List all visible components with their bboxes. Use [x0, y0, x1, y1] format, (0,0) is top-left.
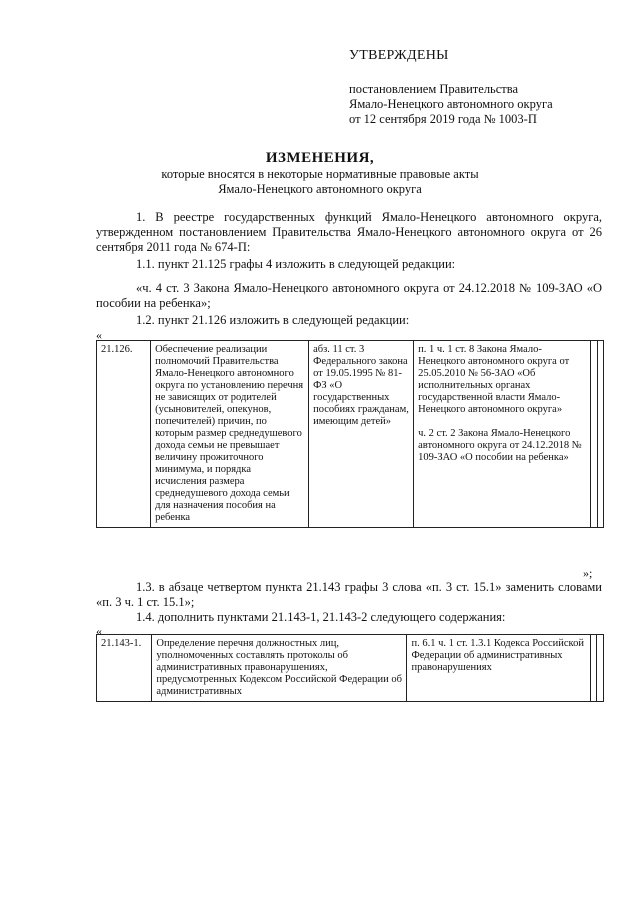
row-number: 21.126.	[97, 341, 151, 528]
approval-line: постановлением Правительства	[349, 82, 519, 96]
regional-law-cell	[414, 341, 591, 528]
paragraph-1-2: 1.2. пункт 21.126 изложить в следующей редакции:	[136, 313, 410, 327]
approval-line: Ямало-Ненецкого автономного округа	[349, 97, 553, 111]
subtitle-line: которые вносятся в некоторые нормативные правовые акты	[161, 167, 479, 181]
quote-open-mark: «	[96, 328, 102, 342]
regional-law-ref: п. 1 ч. 1 ст. 8 Закона Ямало-Ненецкого автономного округа от 25.05.2010 № 56-ЗАО «Об исполнительных органах государственной власти Ямало-Ненецкого автономного округа»	[418, 344, 570, 415]
paragraph-1-1: 1.1. пункт 21.125 графы 4 изложить в следующей редакции:	[136, 257, 456, 271]
paragraph-1: 1. В реестре государственных функций Ямало-Ненецкого автономного округа, утвержденном постановлением Правительства Ямало-Ненецкого автономного округа от 26 сентября 2011 года № 674-П:	[96, 210, 602, 254]
law-reference-cell: п. 6.1 ч. 1 ст. 1.3.1 Кодекса Российской Федерации об административных правонарушениях	[407, 635, 590, 702]
table-21-143-1	[96, 634, 604, 702]
federal-law-cell: абз. 11 ст. 3 Федерального закона от 19.05.1995 № 81-ФЗ «О государственных пособиях гражданам, имеющим детей»	[309, 341, 414, 528]
function-name-cell: Обеспечение реализации полномочий Правительства Ямало-Ненецкого автономного округа по установлению перечня не зависящих от родителей (усыновителей, опекунов, попечителей) причин, по которым размер среднедушевого дохода семьи не превышает величину прожиточного минимума, и порядка исчисления размера среднедушевого дохода семьи для назначения пособия на ребенка	[151, 341, 309, 528]
approval-line: от 12 сентября 2019 года № 1003-П	[349, 112, 537, 126]
document-subtitle	[0, 167, 640, 197]
quote-open-mark-2: «	[96, 624, 102, 638]
quote-close-mark: »;	[583, 566, 593, 580]
empty-cell	[597, 341, 603, 528]
document-title: ИЗМЕНЕНИЯ,	[265, 150, 375, 166]
function-name-cell: Определение перечня должностных лиц, уполномоченных составлять протоколы об административных правонарушениях, предусмотренных Кодексом Российской Федерации об административных	[152, 635, 407, 702]
approved-label: УТВЕРЖДЕНЫ	[349, 48, 449, 63]
empty-cell	[597, 635, 604, 702]
regional-law-ref: ч. 2 ст. 2 Закона Ямало-Ненецкого автономного округа от 24.12.2018 № 109-ЗАО «О пособии на ребенка»	[418, 428, 582, 463]
row-number: 21.143-1.	[97, 635, 152, 702]
paragraph-1-1-quote: «ч. 4 ст. 3 Закона Ямало-Ненецкого автономного округа от 24.12.2018 № 109-ЗАО «О пособии на ребенка»;	[96, 281, 602, 310]
approval-details	[349, 82, 553, 127]
paragraph-1-4: 1.4. дополнить пунктами 21.143-1, 21.143-2 следующего содержания:	[136, 610, 506, 624]
subtitle-line: Ямало-Ненецкого автономного округа	[218, 182, 422, 196]
table-row	[97, 635, 604, 702]
paragraph-1-3: 1.3. в абзаце четвертом пункта 21.143 графы 3 слова «п. 3 ст. 15.1» заменить словами «п. 3 ч. 1 ст. 15.1»;	[96, 580, 602, 609]
table-row	[97, 341, 604, 528]
table-21-126	[96, 340, 604, 528]
